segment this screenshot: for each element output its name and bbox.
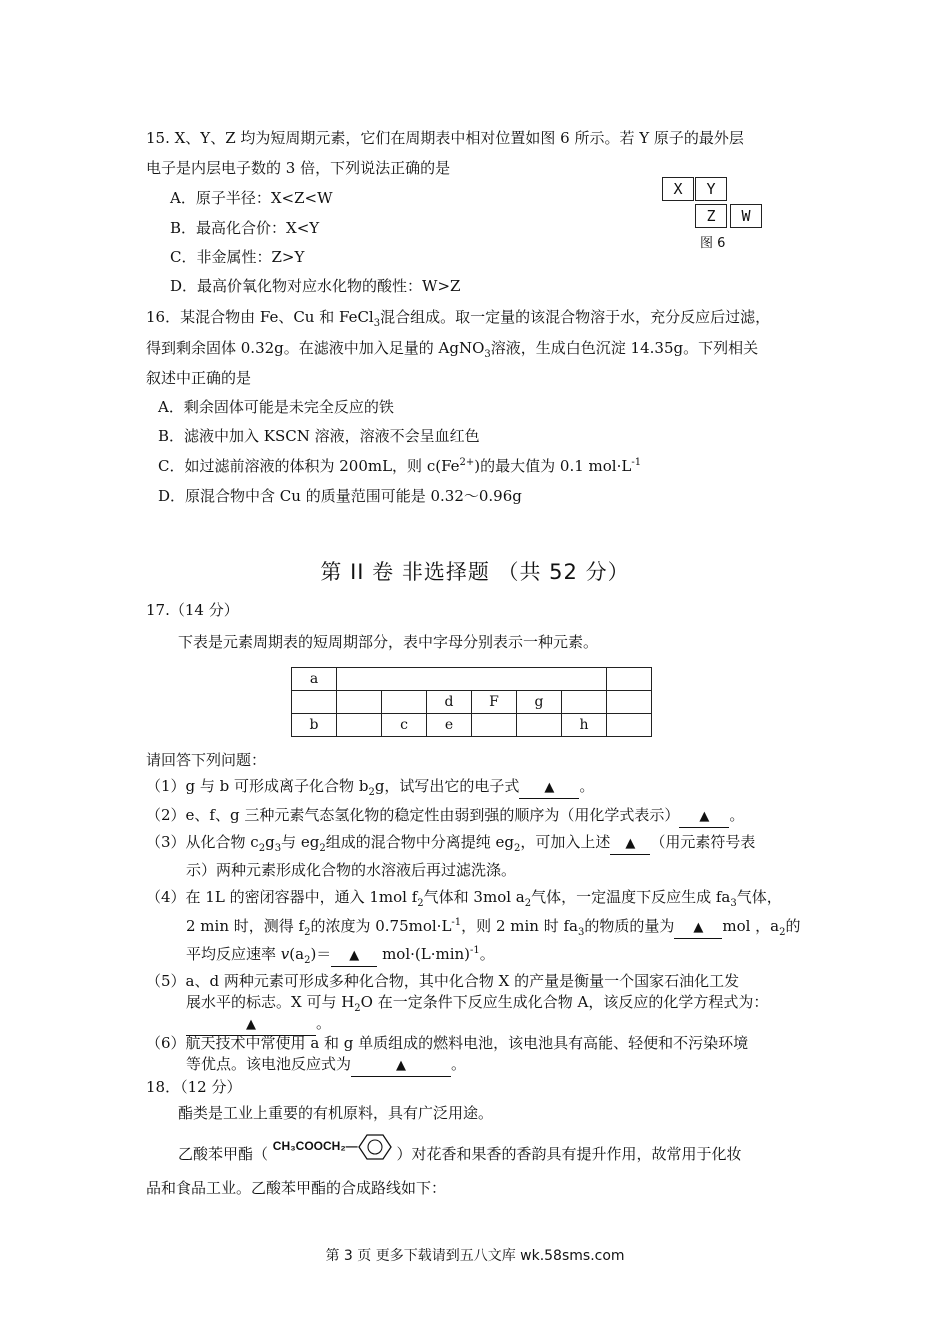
q18-line1: 酯类是工业上重要的有机原料，具有广泛用途。 — [178, 1104, 494, 1122]
periodic-table — [291, 667, 652, 737]
table-cell — [292, 691, 337, 714]
benzyl-acetate-structure: CH₃COOCH₂— — [273, 1132, 392, 1162]
table-cell-c: c — [382, 714, 427, 737]
table-row — [292, 691, 652, 714]
q16-option-d: D．原混合物中含 Cu 的质量范围可能是 0.32～0.96g — [158, 487, 522, 505]
q16-option-b: B．滤液中加入 KSCN 溶液，溶液不会呈血红色 — [158, 427, 480, 445]
answer-blank[interactable]: ▲ — [519, 776, 579, 799]
answer-blank[interactable]: ▲ — [351, 1054, 451, 1077]
q17-intro: 下表是元素周期表的短周期部分，表中字母分别表示一种元素。 — [178, 633, 599, 651]
table-cell — [337, 691, 382, 714]
table-cell-e: e — [427, 714, 472, 737]
q16-stem-line1: 16．某混合物由 Fe、Cu 和 FeCl$_3$混合组成。取一定量的该混合物溶于水，充分反应后过滤， — [146, 308, 771, 329]
fig6-caption: 图 6 — [700, 236, 726, 251]
q18-header: 18．（12 分） — [146, 1078, 242, 1096]
table-row — [292, 668, 652, 691]
q15-option-b: B．最高化合价：X<Y — [170, 219, 320, 237]
table-cell-d: d — [427, 691, 472, 714]
q17-part3-line1: （3）从化合物 $c_2g_3$与 $eg_2$组成的混合物中分离提纯 $eg_2$，可加入上述 ▲ （用元素符号表 — [146, 833, 756, 854]
answer-blank[interactable]: ▲ — [610, 832, 650, 855]
q17-header: 17.（14 分） — [146, 601, 239, 619]
q17-part5-line1: （5）a、d 两种元素可形成多种化合物，其中化合物 X 的产量是衡量一个国家石油化工发 — [146, 972, 740, 990]
q16-stem-line2: 得到剩余固体 0.32g。在滤液中加入足量的 AgNO$_3$溶液，生成白色沉淀 14.35g。下列相关 — [146, 339, 759, 360]
q17-part6-line1: （6）航天技术中常使用 a 和 g 单质组成的燃料电池，该电池具有高能、轻便和不污染环境 — [146, 1034, 749, 1052]
table-cell — [607, 691, 652, 714]
page-footer: 第 3 页 更多下载请到五八文库 wk.58sms.com — [325, 1248, 625, 1264]
table-cell — [607, 714, 652, 737]
q15-stem-line1: 15. X、Y、Z 均为短周期元素，它们在周期表中相对位置如图 6 所示。若 Y 原子的最外层 — [146, 129, 744, 147]
fig6-cell-y: Y — [695, 177, 727, 201]
table-cell — [337, 714, 382, 737]
benzene-ring-icon — [358, 1132, 392, 1162]
q17-part1: （1）g 与 b 可形成离子化合物 $b_2g$，试写出它的电子式 ▲ 。 — [146, 777, 595, 798]
q17-part6-line2: 等优点。该电池反应式为 ▲ 。 — [186, 1054, 466, 1077]
q18-line2: 乙酸苯甲酯（ CH₃COOCH₂— ）对花香和果香的香韵具有提升作用，故常用于化妆 — [178, 1140, 741, 1170]
fig6-cell-z: Z — [695, 204, 727, 228]
answer-blank[interactable]: ▲ — [186, 1013, 316, 1036]
fig6-cell-x: X — [662, 177, 694, 201]
answer-blank[interactable]: ▲ — [674, 916, 722, 939]
fig6-cell-w: W — [730, 204, 762, 228]
q15-option-a: A．原子半径：X<Z<W — [170, 189, 333, 207]
table-cell-b: b — [292, 714, 337, 737]
table-row — [292, 714, 652, 737]
table-cell — [472, 714, 517, 737]
answer-blank[interactable]: ▲ — [679, 805, 729, 828]
table-cell-gap — [337, 668, 607, 691]
q17-part5-line2: 展水平的标志。X 可与 $H_2O$ 在一定条件下反应生成化合物 A，该反应的化学方程式为： — [186, 993, 769, 1014]
table-cell-g: g — [517, 691, 562, 714]
table-cell — [382, 691, 427, 714]
q16-stem-line3: 叙述中正确的是 — [146, 369, 252, 387]
section-title: 第 II 卷 非选择题 （共 52 分） — [320, 560, 630, 584]
q16-option-c: C．如过滤前溶液的体积为 200mL，则 $c(Fe^{2+})$的最大值为 0.1 $mol\cdot L^{-1}$ — [158, 457, 642, 475]
q15-option-d: D．最高价氧化物对应水化物的酸性：W>Z — [170, 277, 461, 295]
answer-blank[interactable]: ▲ — [331, 944, 377, 967]
q17-part2: （2）e、f、g 三种元素气态氢化物的稳定性由弱到强的顺序为（用化学式表示） ▲ 。 — [146, 805, 744, 828]
table-cell-a: a — [292, 668, 337, 691]
table-cell — [517, 714, 562, 737]
table-cell — [607, 668, 652, 691]
q17-part3-line2: 示）两种元素形成化合物的水溶液后再过滤洗涤。 — [186, 861, 517, 879]
q17-part4-line3: 平均反应速率 $v(a_2)=$ ▲ $mol\cdot(L\cdot\min)^{-1}$。 — [186, 945, 495, 966]
q15-option-c: C．非金属性：Z>Y — [170, 248, 305, 266]
table-cell-h: h — [562, 714, 607, 737]
q15-stem-line2: 电子是内层电子数的 3 倍，下列说法正确的是 — [146, 159, 451, 177]
q17-prompt: 请回答下列问题： — [146, 751, 267, 769]
table-cell-f: F — [472, 691, 517, 714]
q17-part5-line3: ▲ 。 — [186, 1013, 331, 1036]
q18-line3: 品和食品工业。乙酸苯甲酯的合成路线如下： — [146, 1179, 447, 1197]
q17-part4-line1: （4）在 1L 的密闭容器中，通入 1mol $f_2$气体和 3mol $a_2$气体，一定温度下反应生成 $fa_3$气体， — [146, 888, 782, 909]
q17-part4-line2: 2 min 时，测得 $f_2$的浓度为 $0.75mol\cdot L^{-1}$，则 2 min 时 $fa_3$的物质的量为 ▲ mol ，$a_2$的 — [186, 917, 801, 938]
q16-option-a: A．剩余固体可能是未完全反应的铁 — [158, 398, 394, 416]
table-cell — [562, 691, 607, 714]
